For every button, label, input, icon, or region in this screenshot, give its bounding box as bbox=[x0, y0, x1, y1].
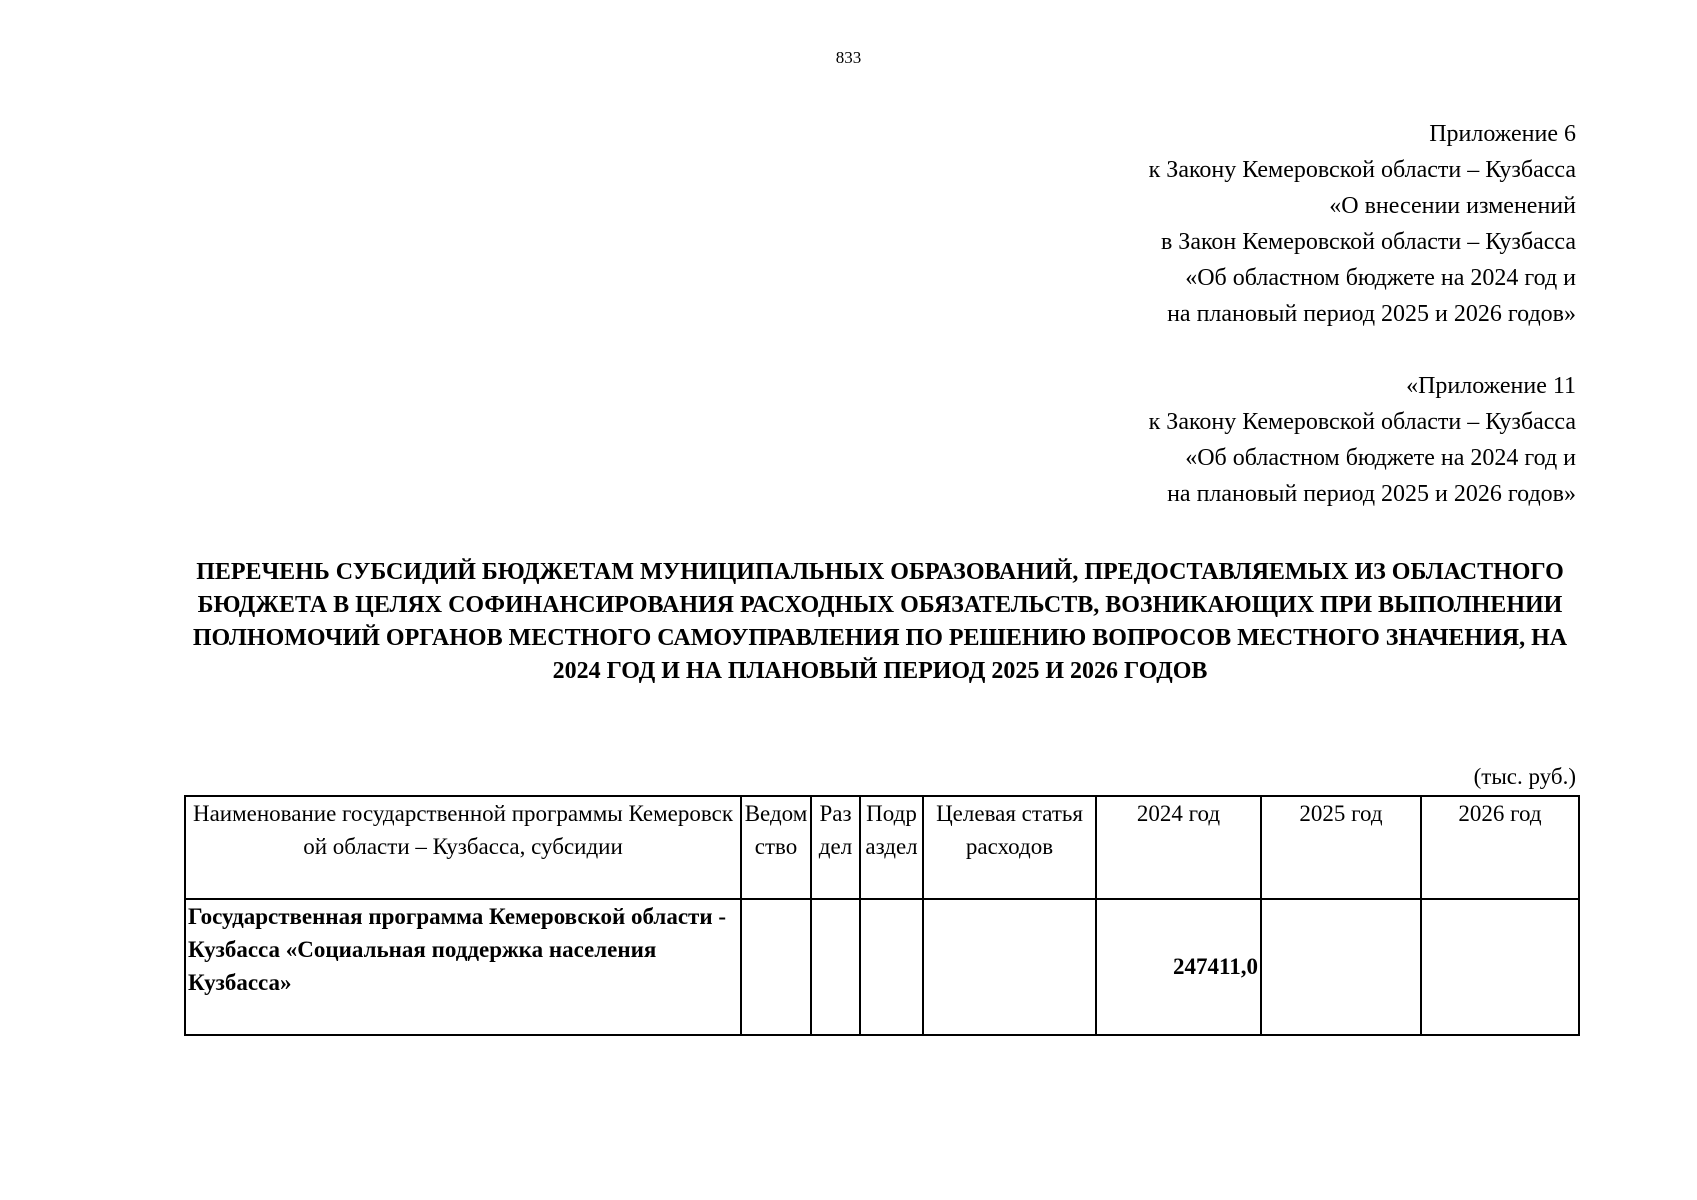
header-section: Раздел bbox=[811, 796, 860, 899]
appendix-11-header bbox=[1149, 368, 1576, 512]
units-label: (тыс. руб.) bbox=[1473, 764, 1576, 789]
appendix-6-line: Приложение 6 bbox=[1429, 121, 1576, 147]
header-program-name: Наименование государственной программы Кемеровской области – Кузбасса, субсидии bbox=[185, 796, 741, 899]
subsidy-table bbox=[184, 795, 1580, 1036]
appendix-11-line: «Приложение 11 bbox=[1406, 373, 1576, 399]
row-section bbox=[811, 899, 860, 1035]
table-row bbox=[185, 899, 1579, 1035]
row-program-name: Государственная программа Кемеровской области - Кузбасса «Социальная поддержка населения Кузбасса» bbox=[185, 899, 741, 1035]
appendix-6-line: «О внесении изменений bbox=[1329, 193, 1576, 219]
row-amount-2026 bbox=[1421, 899, 1579, 1035]
header-ministry: Ведомство bbox=[741, 796, 811, 899]
page-number: 833 bbox=[835, 48, 862, 67]
appendix-11-line: к Закону Кемеровской области – Кузбасса bbox=[1148, 409, 1576, 435]
appendix-11-line: на плановый период 2025 и 2026 годов» bbox=[1167, 481, 1576, 507]
header-2024: 2024 год bbox=[1096, 796, 1261, 899]
row-ministry bbox=[741, 899, 811, 1035]
header-2025: 2025 год bbox=[1261, 796, 1421, 899]
row-target-article bbox=[923, 899, 1096, 1035]
document-title: ПЕРЕЧЕНЬ СУБСИДИЙ БЮДЖЕТАМ МУНИЦИПАЛЬНЫХ ОБРАЗОВАНИЙ, ПРЕДОСТАВЛЯЕМЫХ ИЗ ОБЛАСТНОГО БЮДЖЕТА В ЦЕЛЯХ СОФИНАНСИРОВАНИЯ РАСХОДНЫХ ОБЯЗАТЕЛЬСТВ, ВОЗНИКАЮЩИХ ПРИ ВЫПОЛНЕНИИ ПОЛНОМОЧИЙ ОРГАНОВ МЕСТНОГО САМОУПРАВЛЕНИЯ ПО РЕШЕНИЮ ВОПРОСОВ МЕСТНОГО ЗНАЧЕНИЯ, НА 2024 ГОД И НА ПЛАНОВЫЙ ПЕРИОД 2025 И 2026 ГОДОВ bbox=[192, 559, 1568, 684]
appendix-6-line: на плановый период 2025 и 2026 годов» bbox=[1167, 301, 1576, 327]
header-subsection: Подраздел bbox=[860, 796, 923, 899]
appendix-11-line: «Об областном бюджете на 2024 год и bbox=[1185, 445, 1576, 471]
table-header-row bbox=[185, 796, 1579, 899]
appendix-6-header bbox=[1149, 116, 1576, 332]
appendix-6-line: «Об областном бюджете на 2024 год и bbox=[1185, 265, 1576, 291]
header-target-article: Целевая статья расходов bbox=[923, 796, 1096, 899]
header-2026: 2026 год bbox=[1421, 796, 1579, 899]
row-amount-2024: 247411,0 bbox=[1096, 899, 1261, 1035]
row-amount-2025 bbox=[1261, 899, 1421, 1035]
appendix-6-line: к Закону Кемеровской области – Кузбасса bbox=[1148, 157, 1576, 183]
row-subsection bbox=[860, 899, 923, 1035]
appendix-6-line: в Закон Кемеровской области – Кузбасса bbox=[1160, 229, 1576, 255]
